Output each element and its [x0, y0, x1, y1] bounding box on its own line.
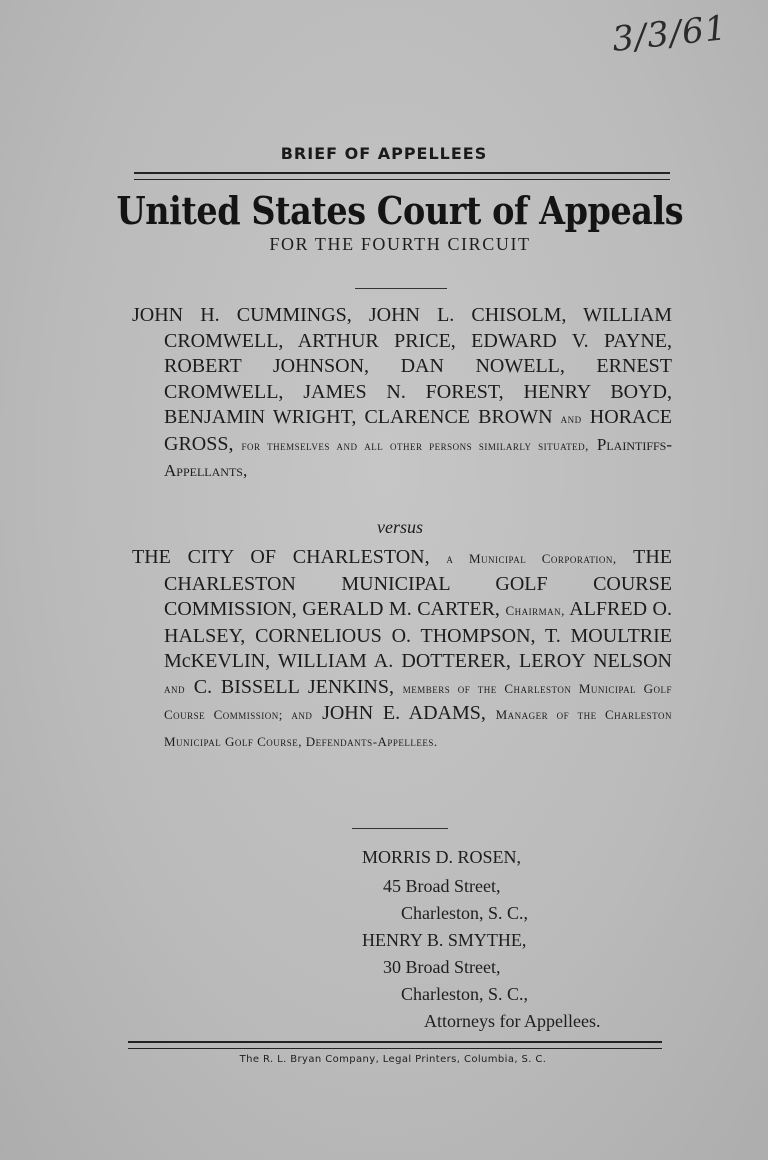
defendant-last-member: C. BISSELL JENKINS,: [193, 675, 394, 698]
defendant-chairman-title: Chairman,: [505, 603, 565, 618]
defendant-members-desc: members of the Charleston Municipal Golf Course Commission; and: [164, 680, 673, 722]
defendant-manager-desc: Manager of the Charleston Municipal Golf Course, Defendants-Appellees.: [164, 707, 673, 749]
plaintiff-names: JOHN H. CUMMINGS, JOHN L. CHISOLM, WILLIAM CROMWELL, ARTHUR PRICE, EDWARD V. PAYNE, ROBERT JOHNSON, DAN NOWELL, ERNEST CROMWELL, JAMES N. FOREST, HENRY BOYD, BENJAMIN WRIGHT, CLARENCE BROWN: [132, 304, 672, 428]
attorney-city-1: Charleston, S. C.,: [401, 903, 529, 923]
plaintiffs-qualifier: for themselves and all other persons similarly situated,: [241, 437, 589, 453]
defendants-paragraph: [132, 545, 672, 754]
attorney-name-1: MORRIS D. ROSEN,: [362, 847, 522, 867]
printer-imprint: The R. L. Bryan Company, Legal Printers, Columbia, S. C.: [239, 1054, 547, 1065]
attorney-street-1: 45 Broad Street,: [383, 876, 501, 896]
attorney-city-2: Charleston, S. C.,: [401, 984, 529, 1004]
defendant-manager-name: JOHN E. ADAMS,: [322, 702, 486, 724]
brief-title: BRIEF OF APPELLEES: [280, 144, 488, 163]
divider-rule: [355, 288, 447, 289]
plaintiff-last-name: HORACE GROSS,: [164, 406, 673, 455]
header-double-rule: [134, 172, 670, 180]
defendants-and: and: [164, 680, 185, 696]
defendant-city: THE CITY OF CHARLESTON,: [132, 546, 430, 568]
plaintiffs-paragraph: [132, 303, 672, 484]
defendant-city-desc: a Municipal Corporation,: [446, 551, 617, 566]
divider-rule-lower: [352, 828, 448, 829]
court-name: United States Court of Appeals: [116, 188, 684, 233]
attorneys-role: Attorneys for Appellees.: [424, 1011, 601, 1031]
footer-double-rule: [128, 1041, 662, 1049]
plaintiffs-and: and: [560, 411, 582, 426]
attorney-street-2: 30 Broad Street,: [383, 957, 501, 977]
versus-label: versus: [377, 517, 423, 537]
plaintiffs-role: Plaintiffs-Appellants,: [164, 434, 673, 480]
handwritten-date: 3/3/61: [610, 8, 730, 60]
attorney-name-2: HENRY B. SMYTHE,: [362, 930, 527, 950]
defendants-block: [132, 545, 672, 754]
defendant-commission: THE CHARLESTON MUNICIPAL GOLF COURSE COMMISSION, GERALD M. CARTER,: [164, 546, 672, 620]
defendant-members: ALFRED O. HALSEY, CORNELIOUS O. THOMPSON, T. MOULTRIE McKEVLIN, WILLIAM A. DOTTERER, LEROY NELSON: [164, 598, 672, 672]
court-circuit: FOR THE FOURTH CIRCUIT: [269, 234, 531, 254]
plaintiffs-block: [132, 303, 672, 484]
